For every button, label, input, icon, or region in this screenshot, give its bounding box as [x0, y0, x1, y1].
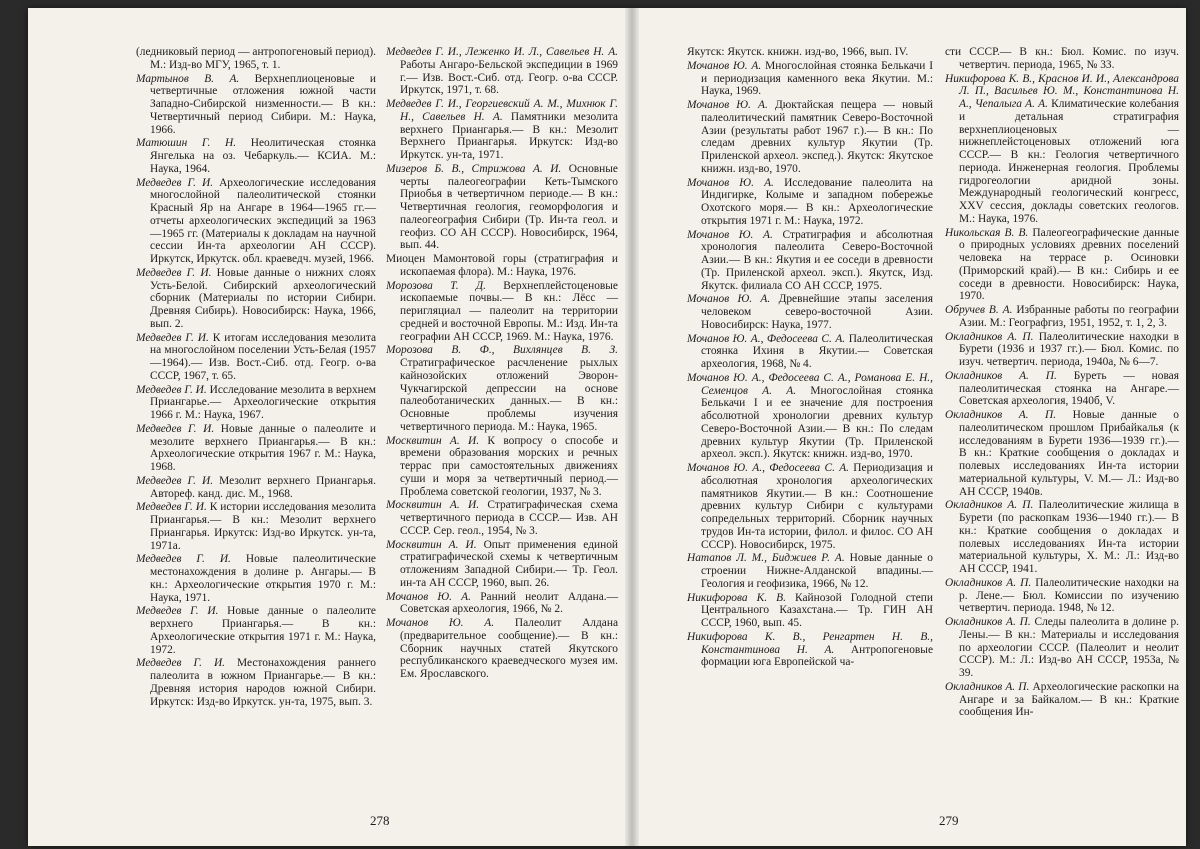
entry-text: Буреть — новая палеолитическая стоянка на Ангаре.— Советская археология, 1940б, V.	[959, 369, 1179, 408]
entry-text: Стратиграфическая схема четвертичного периода в СССР.— Изв. АН СССР. Сер. геол., 1954, № 3.	[400, 499, 618, 537]
entry-text: Палеолитические находки в Бурети (1936 и 1937 гг.).— Бюл. Комис. по изуч. четвертич. периода, 1940а, № 6—7.	[959, 330, 1179, 368]
entry-author: Окладников А. П.	[945, 369, 1057, 382]
entry-author: Окладников А. П.	[945, 616, 1031, 628]
entry-text: Стратиграфия и абсолютная хронология палеолита Северо-Восточной Азии.— В кн.: Якутия и ее соседи в древности (Тр. Приленской археол. эксп.). Якутск, Изд. Якутск. филиала СО АН СССР, 1975.	[701, 228, 933, 292]
entry-author: Мочанов Ю. А., Федосеева С. А., Романова Е. Н., Семенцов А. А.	[687, 371, 933, 397]
bibliography-entry	[386, 344, 618, 433]
entry-text: Новые данные о палеолитическом прошлом Прибайкалья (к исследованиям в Бурети 1936—1939 гг.).— В кн.: Краткие сообщения о докладах и полевых исследованиях Ин-та истории материальной культуры, V. М.— Л.: Изд-во АН СССР, 1940в.	[959, 409, 1179, 498]
entry-author: Окладников А. П.	[945, 409, 1057, 421]
entry-author: Мочанов Ю. А.	[386, 590, 471, 603]
bibliography-entry	[386, 46, 618, 97]
bibliography-entry	[687, 229, 933, 293]
entry-author: Мочанов Ю. А.	[687, 176, 774, 189]
bibliography-entry	[136, 423, 376, 474]
entry-text: (ледниковый период — антропогеновый период). М.: Изд-во МГУ, 1965, т. 1.	[136, 46, 376, 71]
bibliography-entry	[386, 98, 618, 162]
bibliography-entry	[136, 384, 376, 422]
bibliography-entry	[136, 332, 376, 383]
entry-text: Палеолит Алдана (предварительное сообщение).— В кн.: Сборник научных статей Якутского республиканского краеведческого музея им. Ем. Ярославского.	[400, 617, 618, 680]
entry-author: Москвитин А. И.	[386, 434, 480, 447]
bibliography-entry	[386, 499, 618, 537]
entry-text: Палеолитические находки на р. Лене.— Бюл. Комиссии по изучению четвертич. периода. 1948, № 12.	[959, 576, 1179, 615]
entry-text: Мезолит верхнего Приангарья. Автореф. канд. дис. М., 1968.	[150, 474, 376, 500]
entry-author: Никольская В. В.	[945, 226, 1029, 239]
bibliography-entry	[945, 681, 1179, 719]
entry-text: Древнейшие этапы заселения человеком северо-восточной Азии. Новосибирск: Наука, 1977.	[701, 293, 933, 331]
bibliography-entry	[945, 577, 1179, 615]
entry-author: Никифорова К. В., Краснов И. И., Александрова Л. П., Васильев Ю. М., Константинова Н. А., Чепалыга А. А.	[945, 72, 1179, 110]
entry-author: Медведев Г. И.	[136, 331, 209, 344]
entry-author: Медведев Г. И.	[136, 474, 214, 487]
book-gutter	[625, 8, 639, 846]
entry-text: Палеогеографические данные о природных условиях древних поселений человека на террасе р. Осиновки (Приморский край).— В кн.: Сибирь и ее соседи в древности. Новосибирск: Наука, 1970.	[959, 226, 1179, 303]
entry-author: Морозова В. Ф., Вихлянцев В. З.	[386, 344, 618, 357]
entry-author: Медведев Г. И.	[136, 553, 231, 566]
entry-text: Антропогеновые формации юга Европейской ча-	[701, 643, 933, 669]
bibliography-entry	[687, 552, 933, 590]
bibliography-entry	[136, 137, 376, 175]
bibliography-entry	[136, 501, 376, 552]
entry-author: Москвитин А. И.	[386, 538, 477, 551]
entry-text: Работы Ангаро-Бельской экспедиции в 1969 г.— Изв. Вост.-Сиб. отд. Геогр. о-ва СССР. Иркутск, 1971, т. 68.	[400, 58, 618, 97]
bibliography-entry	[687, 333, 933, 371]
entry-text: Основные черты палеогеографии Кеть-Тымского Приобья в четвертичном периоде.— В кн.: Четвертичная геология, геоморфология и палеогеография Сибири (Тр. Ин-та геол. и геофиз. СО АН СССР). Новосибирск, 1964, вып. 44.	[400, 162, 618, 252]
bibliography-entry	[945, 616, 1179, 680]
entry-text: Ранний неолит Алдана.— Советская археология, 1966, № 2.	[400, 590, 618, 616]
bibliography-entry	[136, 267, 376, 331]
entry-text: Палеолитическая стоянка Ихиня в Якутии.— Советская археология, 1968, № 4.	[701, 332, 933, 370]
entry-text: Климатические колебания и детальная стратиграфия верхнеплиоценовых — нижнеплейстоценовых отложений юга СССР.— В кн.: Геология четвертичного периода. Инженерная геология. Проблемы гидрогеологии аридной зоны. Международный геологический конгресс, XXV сессия, доклады советских геологов. М.: Наука, 1976.	[959, 98, 1179, 225]
bibliography-entry	[945, 46, 1179, 72]
entry-author: Медведев Г. И.	[136, 605, 219, 618]
entry-text: К итогам исследования мезолита на многослойном поселении Усть-Белая (1957—1964).— Изв. Вост.-Сиб. отд. Геогр. о-ва СССР, 1967, т. 65.	[150, 331, 377, 382]
entry-text: Многослойная стоянка Белькачи I и ее значение для построения абсолютной хронологии древних культур Северо-Восточной Азии.— В кн.: По следам древних культур Якутии (Тр. Приленской археол. эксп.). Якутск: книжн. изд-во, 1970.	[701, 384, 933, 461]
entry-text: Многослойная стоянка Белькачи I и периодизация каменного века Якутии. М.: Наука, 1969.	[701, 59, 933, 98]
bibliography-entry	[386, 591, 618, 617]
entry-author: Мочанов Ю. А.	[687, 293, 771, 306]
book-spread	[28, 8, 1186, 846]
entry-author: Мочанов Ю. А., Федосеева С. А.	[687, 462, 850, 474]
entry-text: Новые палеолитические местонахождения в долине р. Ангары.— В кн.: Археологические открытия 1970 г. М.: Наука, 1971.	[150, 553, 376, 604]
bibliography-entry	[945, 370, 1179, 408]
entry-text: Исследование мезолита в верхнем Приангарье.— Археологические открытия 1966 г. М.: Наука, 1967.	[150, 383, 376, 421]
bibliography-entry	[136, 657, 376, 708]
entry-author: Медведев Г. И.	[136, 383, 207, 396]
bibliography-entry	[687, 99, 933, 176]
entry-author: Медведев Г. И.	[136, 176, 214, 189]
bibliography-entry	[945, 499, 1179, 576]
entry-author: Обручев В. А.	[945, 304, 1013, 316]
entry-text: К истории исследования мезолита Приангарья.— В кн.: Мезолит верхнего Приангарья. Иркутск: Изд-во Иркутск. ун-та, 1971а.	[150, 501, 376, 552]
entry-text: Новые данные о палеолите и мезолите верхнего Приангарья.— В кн.: Археологические открытия 1967 г. М.: Наука, 1968.	[150, 422, 377, 473]
entry-author: Медведев Г. И.	[136, 266, 212, 279]
entry-text: Неолитическая стоянка Янгелька на оз. Чебаркуль.— КСИА. М.: Наука, 1964.	[150, 137, 376, 175]
entry-text: Миоцен Мамонтовой горы (стратиграфия и ископаемая флора). М.: Наука, 1976.	[386, 253, 618, 278]
bibliography-entry	[386, 163, 618, 252]
bibliography-entry	[687, 60, 933, 98]
page-left	[28, 8, 625, 846]
bibliography-entry	[687, 592, 933, 630]
page-number: 278	[370, 813, 390, 828]
entry-text: Верхнеплиоценовые и четвертичные отложения южной части Западно-Сибирской низменности.— В кн.: Четвертичный период Сибири. М.: Наука, 1966.	[150, 72, 376, 136]
bibliography-entry	[136, 177, 376, 266]
entry-text: Новые данные о палеолите верхнего Приангарья.— В кн.: Археологические открытия 1971 г. М.: Наука, 1972.	[150, 605, 376, 656]
bibliography-entry	[386, 280, 618, 344]
column-left-2	[386, 46, 618, 682]
entry-author: Окладников А. П.	[945, 330, 1034, 343]
bibliography-entry	[945, 331, 1179, 369]
entry-text: Местонахождения раннего палеолита в южном Приангарье.— В кн.: Древняя история народов южной Сибири. Иркутск: Изд-во Иркутск. ун-та, 1975, вып. 3.	[150, 657, 376, 708]
entry-author: Мартынов В. А.	[136, 72, 240, 85]
entry-author: Никифорова К. В.	[687, 591, 786, 604]
entry-author: Морозова Т. Д.	[386, 279, 486, 292]
entry-author: Мочанов Ю. А.	[687, 99, 768, 111]
entry-author: Медведев Г. И., Леженко И. Л., Савельев Н. А.	[386, 46, 618, 58]
bibliography-entry	[136, 475, 376, 501]
entry-text: Археологические раскопки на Ангаре и за Байкалом.— В кн.: Краткие сообщения Ин-	[959, 680, 1179, 719]
bibliography-entry	[687, 293, 933, 331]
bibliography-entry	[945, 227, 1179, 304]
entry-author: Матюшин Г. Н.	[136, 137, 237, 150]
entry-author: Окладников А. П.	[945, 680, 1030, 693]
bibliography-entry	[386, 617, 618, 681]
entry-text: Дюктайская пещера — новый палеолитический памятник Северо-Восточной Азии (результаты работ 1967 г.).— В кн.: По следам древних культур Якутии (Тр. Приленской археол. экспед.). Якутск: Якутское книжн. изд-во, 1970.	[701, 99, 933, 175]
column-left-1	[136, 46, 376, 709]
bibliography-entry	[945, 304, 1179, 330]
bibliography-entry	[687, 462, 933, 551]
entry-text: Следы палеолита в долине р. Лены.— В кн.: Материалы и исследования по археологии СССР. (Палеолит и неолит СССР). М.: Л.: Изд-во АН СССР, 1953а, № 39.	[959, 616, 1179, 679]
bibliography-entry	[687, 46, 933, 59]
entry-text: Памятники мезолита верхнего Приангарья.— В кн.: Мезолит Верхнего Приангарья. Иркутск: Изд-во Иркутск. ун-та, 1971.	[400, 110, 618, 161]
bibliography-entry	[687, 372, 933, 461]
entry-text: Верхнеплейстоценовые ископаемые почвы.— В кн.: Лёсс — перигляциал — палеолит на территории средней и восточной Европы. М.: Изд. Ин-та географии АН СССР, 1969. М.: Наука, 1976.	[400, 279, 618, 343]
bibliography-entry	[136, 605, 376, 656]
entry-text: К вопросу о способе и времени образования морских и речных террас при самостоятельных движениях суши и моря за четвертичный период.— Проблема советской геологии, 1937, № 3.	[400, 434, 618, 498]
entry-text: Палеолитические жилища в Бурети (по раскопкам 1936—1940 гг.).— В кн.: Краткие сообщения о докладах и полевых исследованиях Ин-та истории материальной культуры, Х. М.: Л.: Изд-во АН СССР, 1941.	[959, 499, 1179, 575]
entry-author: Никифорова К. В., Ренгартен Н. В., Константинова Н. А.	[687, 630, 933, 656]
entry-text: Периодизация и абсолютная хронология археологических памятников Якутии.— В кн.: Соотношение древних культур Сибири с культурами сопредельных территорий. Сборник научных трудов Ин-та истории, филол. и филос. СО АН СССР). Новосибирск, 1975.	[701, 462, 933, 551]
entry-author: Медведев Г. И.	[136, 422, 215, 435]
bibliography-entry	[136, 73, 376, 137]
bibliography-entry	[136, 553, 376, 604]
bibliography-entry	[136, 46, 376, 72]
entry-author: Окладников А. П.	[945, 576, 1032, 589]
entry-author: Медведев Г. И.	[136, 657, 226, 670]
entry-text: Избранные работы по географии Азии. М.: Географгиз, 1951, 1952, т. 1, 2, 3.	[959, 304, 1179, 329]
bibliography-entry	[945, 73, 1179, 226]
entry-text: Опыт применения единой стратиграфической схемы к четвертичным отложениям Западной Сибири.— Тр. Геол. ин-та АН СССР, 1960, вып. 26.	[400, 538, 618, 589]
entry-author: Мочанов Ю. А., Федосеева С. А.	[687, 332, 846, 345]
entry-author: Медведев Г. И., Георгиевский А. М., Михнюк Г. Н., Савельев Н. А.	[386, 98, 618, 123]
entry-text: Якутск: Якутск. книжн. изд-во, 1966, вып. IV.	[687, 46, 909, 58]
column-right-1	[687, 46, 933, 670]
entry-text: сти СССР.— В кн.: Бюл. Комис. по изуч. четвертич. периода, 1965, № 33.	[945, 46, 1179, 71]
bibliography-entry	[386, 253, 618, 279]
bibliography-entry	[687, 631, 933, 669]
entry-text: Новые данные о нижних слоях Усть-Белой. Сибирский археологический сборник (Материалы по истории Сибири. Древняя Сибирь). Новосибирск: Наука, 1966, вып. 2.	[150, 266, 376, 330]
entry-author: Мочанов Ю. А.	[687, 228, 773, 241]
bibliography-entry	[687, 177, 933, 228]
entry-author: Медведев Г. И.	[136, 501, 207, 514]
entry-author: Мочанов Ю. А.	[386, 617, 495, 629]
entry-author: Мочанов Ю. А.	[687, 59, 762, 72]
bibliography-entry	[386, 435, 618, 499]
entry-author: Окладников А. П.	[945, 499, 1034, 512]
entry-text: Новые данные о строении Нижне-Алданской впадины.— Геология и геофизика, 1966, № 12.	[701, 552, 933, 590]
page-number: 279	[939, 813, 959, 828]
entry-author: Москвитин А. И.	[386, 499, 480, 512]
bibliography-entry	[945, 409, 1179, 498]
entry-text: Исследование палеолита на Индигирке, Колыме и западном побережье Охотского моря.— В кн.: Археологические открытия 1971 г. М.: Наука, 1972.	[701, 176, 933, 227]
entry-author: Мизеров Б. В., Стрижова А. И.	[386, 162, 562, 175]
entry-text: Стратиграфическое расчленение рыхлых кайнозойских отложений Эворон-Чукчагирской депрессии на основе палеоботанических данных.— В кн.: Основные проблемы изучения четвертичного периода. М.: Наука, 1965.	[400, 357, 618, 433]
column-right-2	[945, 46, 1179, 720]
bibliography-entry	[386, 539, 618, 590]
entry-author: Натапов Л. М., Биджиев Р. А.	[687, 552, 845, 565]
entry-text: Археологические исследования многослойной палеолитической стоянки Красный Яр на Ангаре в 1964—1965 гг.—отчеты археологических экспедиций за 1963—1965 гг. (Материалы к докладам на научной сессии Ин-та археологии АН СССР). Иркутск, Иркутск. обл. краеведч. музей, 1966.	[150, 176, 376, 265]
entry-text: Кайнозой Голодной степи Центрального Казахстана.— Тр. ГИН АН СССР, 1960, вып. 45.	[701, 591, 933, 629]
page-right	[639, 8, 1186, 846]
